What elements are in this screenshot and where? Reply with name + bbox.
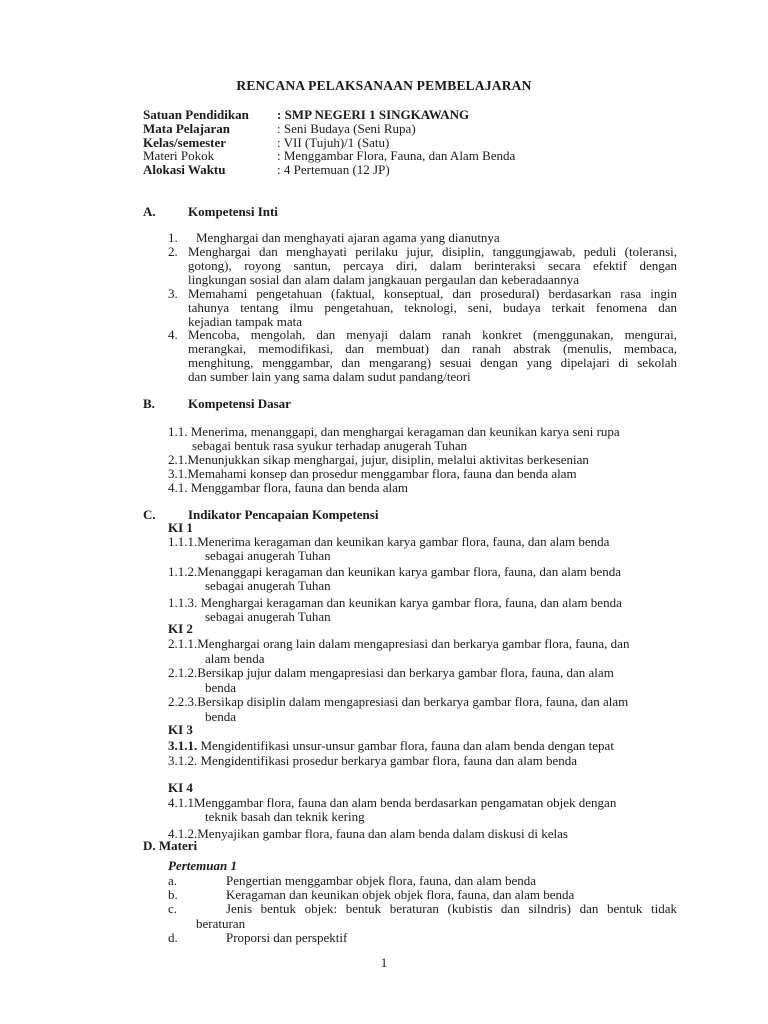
materi-text: Proporsi dan perspektif	[226, 930, 348, 945]
materi-text: Jenis bentuk objek: bentuk beraturan (kubistis dan silndris) dan bentuk tidak	[226, 902, 677, 916]
info-value: : SMP NEGERI 1 SINGKAWANG	[277, 107, 470, 122]
section-a-letter: A.	[143, 204, 156, 219]
indicator-item-cont: sebagai anugerah Tuhan	[205, 578, 331, 593]
info-value: : 4 Pertemuan (12 JP)	[277, 162, 390, 177]
kd-item: 1.1. Menerima, menanggapi, dan menghargai keragaman dan keunikan karya seni rupa	[168, 424, 620, 439]
materi-text: Keragaman dan keunikan objek objek flora, fauna, dan alam benda	[226, 887, 575, 902]
indicator-item-cont: sebagai anugerah Tuhan	[205, 548, 331, 563]
materi-letter: d.	[168, 930, 178, 945]
info-label: Satuan Pendidikan	[143, 107, 249, 122]
indicator-item-cont: alam benda	[205, 651, 265, 666]
ki-text: tahunya tentang ilmu pengetahuan, teknologi, seni, budaya terkait fenomena dan	[188, 301, 677, 315]
ki-text: kejadian tampak mata	[188, 314, 303, 329]
ki-text: Menghargai dan menghayati ajaran agama yang dianutnya	[196, 230, 500, 245]
indicator-item: 2.2.3.Bersikap disiplin dalam mengapresiasi dan berkarya gambar flora, fauna, dan alam	[168, 694, 629, 709]
kd-item: 3.1.Memahami konsep dan prosedur menggambar flora, fauna dan benda alam	[168, 466, 577, 481]
indicator-text: Mengidentifikasi unsur-unsur gambar flora, fauna dan alam benda dengan tepat	[197, 738, 614, 753]
ki-text: merangkai, memodifikasi, dan membuat) dan ranah abstrak (menulis, membaca,	[188, 342, 677, 356]
info-value: : Seni Budaya (Seni Rupa)	[277, 121, 416, 136]
indicator-item: 3.1.2. Mengidentifikasi prosedur berkarya gambar flora, fauna dan alam benda	[168, 753, 577, 768]
ki-text: dan sumber lain yang sama dalam sudut pandang/teori	[188, 369, 471, 384]
indicator-item: 4.1.2.Menyajikan gambar flora, fauna dan alam benda dalam diskusi di kelas	[168, 826, 568, 841]
info-label: Alokasi Waktu	[143, 162, 226, 177]
indicator-number: 3.1.1.	[168, 738, 198, 753]
ki-number: 3.	[168, 286, 178, 301]
indicator-item: 1.1.2.Menanggapi keragaman dan keunikan karya gambar flora, fauna, dan alam benda	[168, 564, 622, 579]
ki-number: 1.	[168, 230, 178, 245]
indicator-item: 1.1.3. Menghargai keragaman dan keunikan karya gambar flora, fauna, dan alam benda	[168, 595, 622, 610]
section-b-letter: B.	[143, 396, 155, 411]
page-number: 1	[380, 955, 388, 970]
ki-text: menghitung, menggambar, dan mengarang) sesuai dengan yang dipelajari di sekolah	[188, 356, 677, 370]
indicator-item-cont: benda	[205, 709, 237, 724]
ki-text: gotong), royong santun, percaya diri, dalam berinteraksi secara efektif dengan	[188, 259, 677, 273]
ki4-heading: KI 4	[168, 780, 193, 795]
info-label: Mata Pelajaran	[143, 121, 231, 136]
kd-item: 2.1.Menunjukkan sikap menghargai, jujur, disiplin, melalui aktivitas berkesenian	[168, 452, 589, 467]
materi-text-cont: beraturan	[196, 916, 246, 931]
section-c-letter: C.	[143, 507, 156, 522]
ki-text: Mencoba, mengolah, dan menyaji dalam ranah konkret (menggunakan, mengurai,	[188, 328, 677, 342]
indicator-item: 2.1.1.Menghargai orang lain dalam mengapresiasi dan berkarya gambar flora, fauna, dan	[168, 636, 630, 651]
ki-text: Memahami pengetahuan (faktual, konseptual, dan prosedural) berdasarkan rasa ingin	[188, 287, 677, 301]
indicator-item-cont: teknik basah dan teknik kering	[205, 809, 365, 824]
indicator-item	[168, 739, 614, 753]
materi-letter: b.	[168, 887, 178, 902]
section-a-title: Kompetensi Inti	[188, 204, 278, 219]
indicator-item-cont: benda	[205, 680, 237, 695]
ki-text: lingkungan sosial dan alam dalam jangkauan pergaulan dan keberadaannya	[188, 272, 580, 287]
indicator-item: 2.1.2.Bersikap jujur dalam mengapresiasi dan berkarya gambar flora, fauna, dan alam	[168, 665, 614, 680]
indicator-item-cont: sebagai anugerah Tuhan	[205, 609, 331, 624]
info-label: Kelas/semester	[143, 135, 227, 150]
materi-letter: a.	[168, 873, 178, 888]
ki2-heading: KI 2	[168, 621, 193, 636]
ki3-heading: KI 3	[168, 722, 193, 737]
section-d-title: D. Materi	[143, 838, 198, 853]
kd-item: 4.1. Menggambar flora, fauna dan benda alam	[168, 480, 409, 495]
section-c-title: Indikator Pencapaian Kompetensi	[188, 507, 379, 522]
info-value: : Menggambar Flora, Fauna, dan Alam Benda	[277, 148, 516, 163]
kd-item-cont: sebagai bentuk rasa syukur terhadap anugerah Tuhan	[192, 438, 468, 453]
document-title: RENCANA PELAKSANAAN PEMBELAJARAN	[236, 78, 532, 93]
materi-letter: c.	[168, 901, 178, 916]
ki-text: Menghargai dan menghayati perilaku jujur, disiplin, tanggungjawab, peduli (toleransi,	[188, 245, 677, 259]
materi-text: Pengertian menggambar objek flora, fauna, dan alam benda	[226, 873, 537, 888]
ki-number: 2.	[168, 244, 178, 259]
meeting-heading: Pertemuan 1	[168, 858, 237, 873]
info-value: : VII (Tujuh)/1 (Satu)	[277, 135, 390, 150]
info-row-subject	[143, 122, 703, 136]
section-b-title: Kompetensi Dasar	[188, 396, 291, 411]
ki1-heading: KI 1	[168, 520, 193, 535]
indicator-item: 4.1.1Menggambar flora, fauna dan alam benda berdasarkan pengamatan objek dengan	[168, 795, 617, 810]
info-label: Materi Pokok	[143, 148, 215, 163]
ki-number: 4.	[168, 327, 178, 342]
indicator-item: 1.1.1.Menerima keragaman dan keunikan karya gambar flora, fauna, dan alam benda	[168, 534, 610, 549]
info-row-topic	[143, 149, 703, 163]
info-row-time	[143, 163, 703, 177]
info-row-school	[143, 108, 703, 122]
